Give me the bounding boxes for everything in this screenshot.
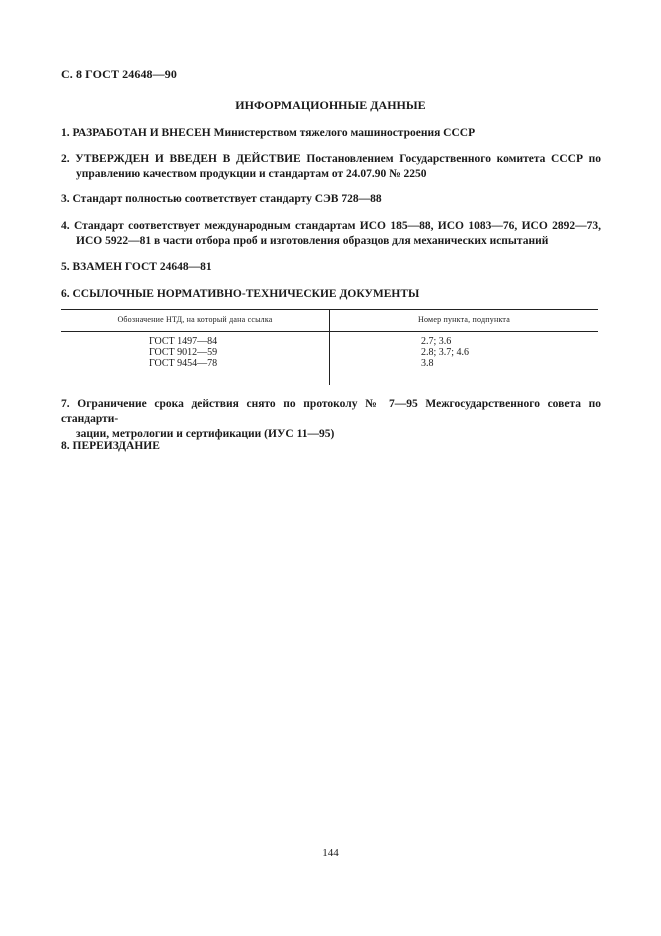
reference-table xyxy=(61,309,598,385)
table-header-document: Обозначение НТД, на который дана ссылка xyxy=(117,315,273,324)
section-title: ИНФОРМАЦИОННЫЕ ДАННЫЕ xyxy=(235,98,426,112)
info-item-text: 1. РАЗРАБОТАН И ВНЕСЕН Министерством тяжелого машиностроения СССР xyxy=(61,127,476,139)
table-row xyxy=(61,347,598,358)
info-item-text-continued: управлению качеством продукции и стандартам от 24.07.90 № 2250 xyxy=(76,168,427,180)
info-item-text-continued: ИСО 5922—81 в части отбора проб и изготовления образцов для механических испытаний xyxy=(76,235,549,247)
info-item-references-heading xyxy=(61,287,601,302)
info-item-text: 8. ПЕРЕИЗДАНИЕ xyxy=(61,440,160,452)
info-item-reissue xyxy=(61,439,601,454)
page-number: 144 xyxy=(322,847,339,859)
info-item-text: 4. Стандарт соответствует международным стандартам ИСО 185—88, ИСО 1083—76, ИСО 2892—73, xyxy=(61,220,601,232)
info-item-text: 2. УТВЕРЖДЕН И ВВЕДЕН В ДЕЙСТВИЕ Постановлением Государственного комитета СССР по xyxy=(61,153,601,165)
table-cell-clauses: 2.7; 3.6 xyxy=(421,336,452,347)
table-body xyxy=(61,336,598,369)
info-item-sev-compliance xyxy=(61,192,601,207)
info-item-text: 6. ССЫЛОЧНЫЕ НОРМАТИВНО-ТЕХНИЧЕСКИЕ ДОКУМЕНТЫ xyxy=(61,288,420,300)
table-cell-document: ГОСТ 9454—78 xyxy=(149,358,218,369)
table-cell-document: ГОСТ 1497—84 xyxy=(149,336,218,347)
info-item-text-continued: зации, метрологии и сертификации (ИУС 11—95) xyxy=(76,428,335,440)
info-item-developed-by xyxy=(61,126,601,141)
info-item-text: 7. Ограничение срока действия снято по протоколу № 7—95 Межгосударственного совета по стандарти- xyxy=(61,398,601,425)
table-cell-clauses: 2.8; 3.7; 4.6 xyxy=(421,347,470,358)
table-cell-document: ГОСТ 9012—59 xyxy=(149,347,218,358)
info-item-replaces xyxy=(61,260,601,275)
info-item-approved xyxy=(61,152,601,182)
table-row xyxy=(61,336,598,347)
table-row xyxy=(61,358,598,369)
table-header-clauses: Номер пункта, подпункта xyxy=(418,315,510,324)
info-item-text: 3. Стандарт полностью соответствует стандарту СЭВ 728—88 xyxy=(61,193,382,205)
info-item-iso-compliance xyxy=(61,219,601,249)
info-item-text: 5. ВЗАМЕН ГОСТ 24648—81 xyxy=(61,261,212,273)
table-cell-clauses: 3.8 xyxy=(421,358,434,369)
info-item-validity-limit xyxy=(61,397,601,442)
running-head: С. 8 ГОСТ 24648—90 xyxy=(61,67,177,81)
